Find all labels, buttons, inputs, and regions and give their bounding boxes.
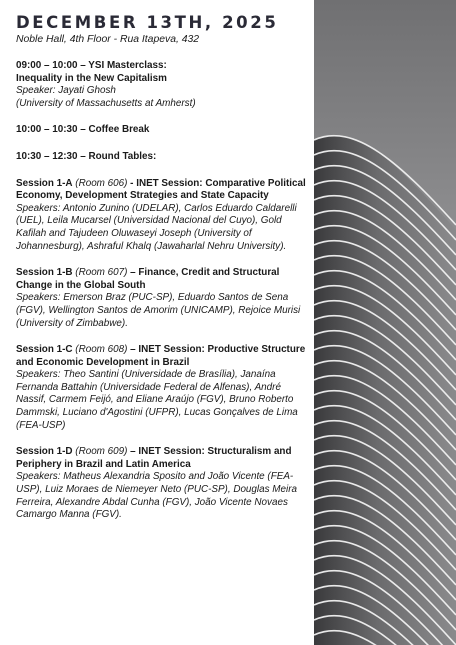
session-speakers: Speakers: Emerson Braz (PUC-SP), Eduardo Santos de Sena (FGV), Wellington Santos de Amorim (UNICAMP), Rejoice Murisi (University of Zimbabwe). [16,292,301,329]
masterclass-time: 09:00 – 10:00 – YSI Masterclass: [16,60,167,71]
session-speakers: Speakers: Antonio Zunino (UDELAR), Carlos Eduardo Caldarelli (UEL), Leila Mucarsel (Universidad Nacional del Cuyo), Gold Kafilah and Tajudeen Oluwaseyi Joseph (University of Johannesburg), Ashraful Khalq (Jawaharlal Nehru University). [16,202,297,252]
session-title: – INET Session: Structuralism and Periphery in Brazil and Latin America [16,446,292,470]
session-header [16,344,312,369]
session-speakers: Speakers: Theo Santini (Universidade de Brasília), Janaína Fernanda Battahin (Universidade Federal de Alfenas), André Nassif, Carmem Feijó, and Eliane Araújo (FGV), Bruno Roberto Dammski, Luciano d'Agostini (UFPR), Lucas Gonçalves de Lima (FEA-USP) [16,369,298,431]
event-date: DECEMBER 13TH, 2025 [16,13,279,32]
building-photo [314,0,456,645]
session-speakers: Speakers: Matheus Alexandria Sposito and João Vicente (FEA-USP), Luiz Moraes de Niemeyer Neto (PUC-SP), Douglas Meira Ferreira, Alexandre Abdal Cunha (FGV), João Vicente Novaes Camargo Manna (FGV). [16,471,297,521]
session-title: - INET Session: Comparative Political Economy, Development Strategies and State Capacity [16,177,306,202]
session-header [16,178,312,203]
session-title: – Finance, Credit and Structural Change in the Global South [16,267,280,291]
session-1a [16,178,312,254]
masterclass-affiliation: (University of Massachusetts at Amherst) [16,97,196,109]
session-1d [16,446,312,522]
session-label: Session 1-A [16,177,73,189]
session-header [16,446,312,471]
session-room: (Room 607) [75,267,128,279]
session-room: (Room 608) [75,344,128,356]
session-title: – INET Session: Productive Structure and Economic Development in Brazil [16,344,306,368]
masterclass-block [16,60,312,110]
session-1b [16,267,312,330]
round-tables-block [16,151,312,164]
event-venue: Noble Hall, 4th Floor - Rua Itapeva, 432 [16,34,200,45]
coffee-break-block [16,124,312,137]
schedule-content [16,13,312,536]
curved-building-image [314,0,456,645]
masterclass-title: Inequality in the New Capitalism [16,72,167,84]
session-label: Session 1-B [16,267,73,279]
session-label: Session 1-D [16,446,73,458]
session-room: (Room 606) [75,177,128,189]
round-tables-heading: 10:30 – 12:30 – Round Tables: [16,150,157,162]
coffee-break: 10:00 – 10:30 – Coffee Break [16,124,150,136]
session-header [16,267,312,292]
session-label: Session 1-C [16,344,73,356]
session-room: (Room 609) [75,446,128,458]
masterclass-speaker: Speaker: Jayati Ghosh [16,85,116,97]
session-1c [16,344,312,432]
